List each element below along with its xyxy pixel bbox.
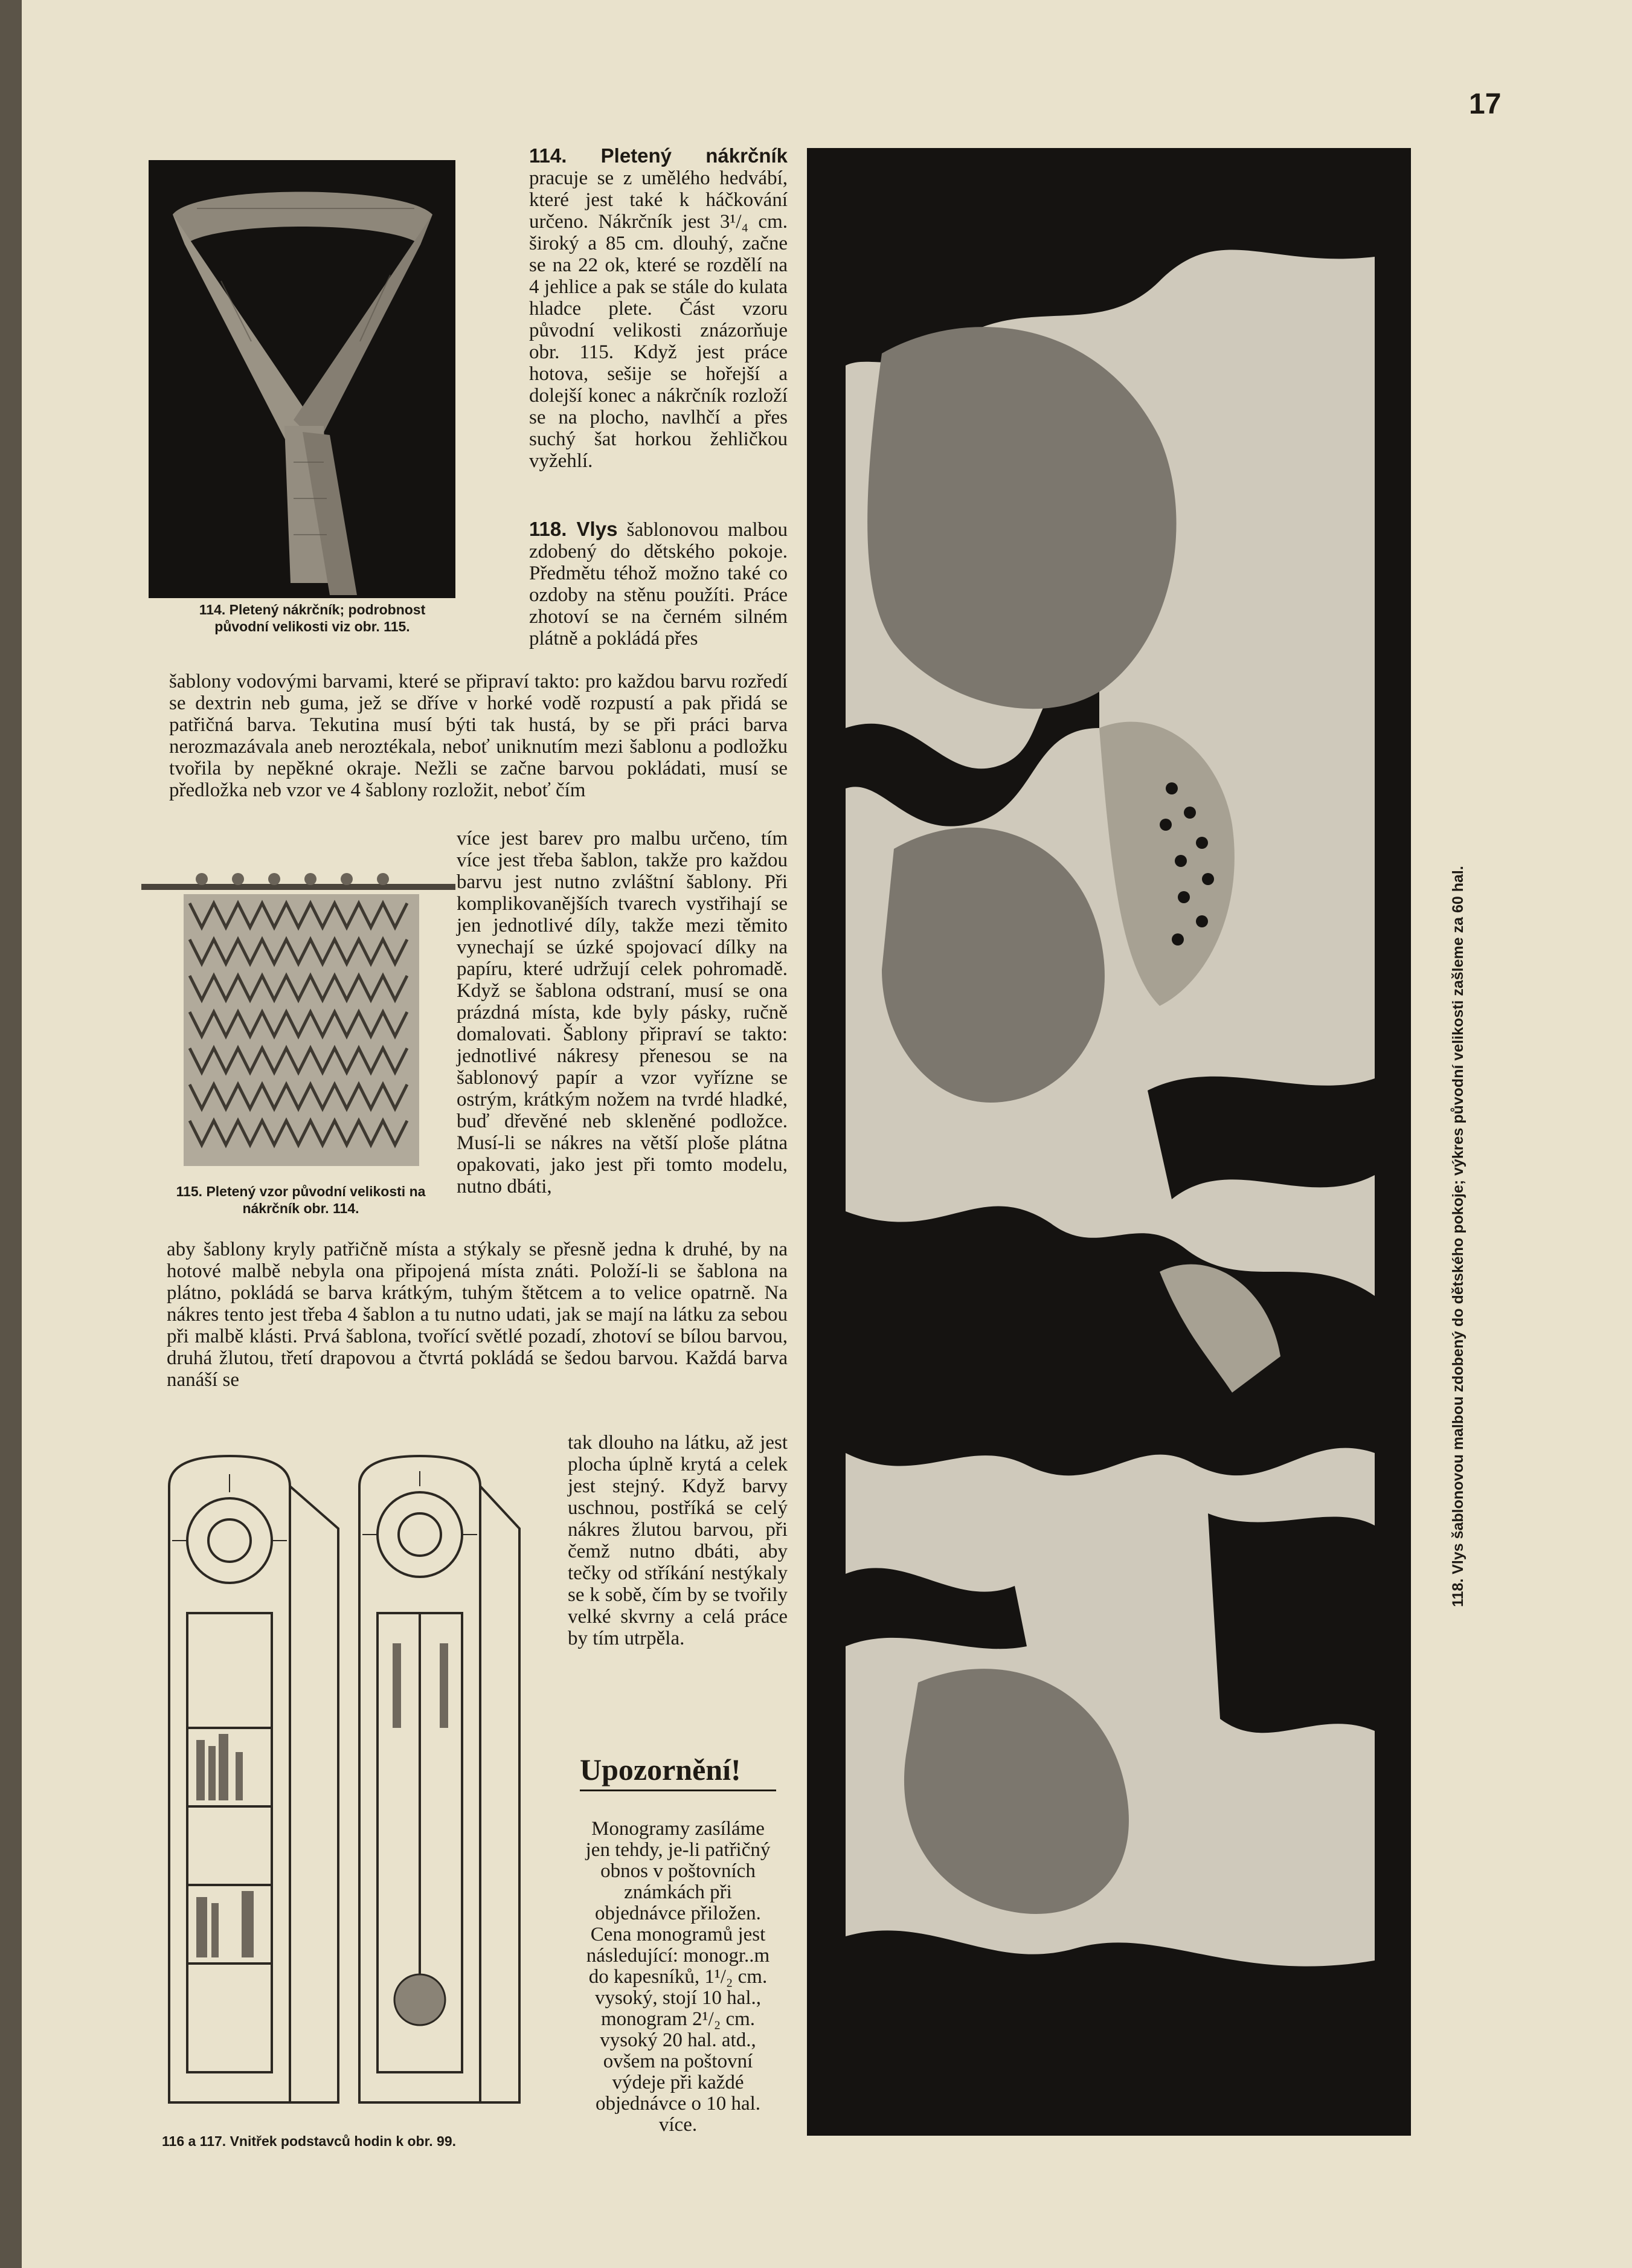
section-118-heading: 118. Vlys xyxy=(529,518,618,540)
notice-title: Upozornění! xyxy=(580,1752,776,1791)
section-114-heading: 114. Pletený nákrčník xyxy=(529,144,788,167)
section-118-paragraph-1: šablonovou malbou zdobený do dětského pokoje. Předmětu téhož možno také co ozdoby na stěnu použíti. Práce zhotoví se na černém silném plátně a pokládá přes xyxy=(529,519,788,649)
fig116-117-caption: 116 a 117. Vnitřek podstavců hodin k obr. 99. xyxy=(162,2133,457,2149)
page-edge xyxy=(0,0,22,2268)
section-118-paragraph-2: šablony vodovými barvami, které se připraví takto: pro každou barvu rozředí se dextrin neb guma, jež se dříve v horké vodě rozpustí a pak přidá se patřičná barva. Tekutina musí býti tak hustá, by se při práci barva nerozmazávala aneb neroztékala, neboť uniknutím mezi šablonu a podložku tvořila by nepěkné okraje. Nežli se začne barvou pokládati, musí se předložka neb vzor ve 4 šablony rozložit, neboť čím xyxy=(169,671,788,801)
section-114-text xyxy=(529,145,788,472)
clock-cabinets-figure xyxy=(151,1450,525,2127)
notice-body: Monogramy zasíláme jen tehdy, je-li patřičný obnos v poštovních známkách při objednávce přiložen. Cena monogramů jest následující: monogr..m do kapesníků, 1¹/₂ cm. vysoký, stojí 10 hal., monogram 2¹/₂ cm. vysoký 20 hal. atd., ovšem na poštovní výdeje při každé objednávce o 10 hal. více. xyxy=(585,1818,771,2136)
knitted-scarf-image xyxy=(149,160,455,598)
fig115-caption: 115. Pletený vzor původní velikosti na nákrčník obr. 114. xyxy=(176,1184,426,1216)
stencil-frieze-figure xyxy=(807,148,1411,2136)
section-118-intro xyxy=(529,518,788,649)
frieze-animals-image xyxy=(846,184,1375,2099)
knit-pattern-image xyxy=(141,861,455,1175)
section-114-body: pracuje se z umělého hedvábí, které jest také k háčkování určeno. Nákrčník jest 3¹/₄ cm. široký a 85 cm. dlouhý, začne se na 22 ok, které se rozdělí na 4 jehlice a pak se stále do kulata hladce plete. Část vzoru původní velikosti znázorňuje obr. 115. Když jest práce hotova, sešije se hořejší a dolejší konec a nákrčník rozloží se na plocho, navlhčí a přes suchý šat horkou žehličkou vyžehlí. xyxy=(529,167,788,472)
section-118-paragraph-3: více jest barev pro malbu určeno, tím více jest třeba šablon, takže pro každou barvu jest nutno zvláštní šablony. Při komplikovanějších tvarech vystřihají se jen jednotlivé díly, takže mezi těmito vynechají se úzké spojovací dílky na papíru, které udržují celek pohromadě. Když se šablona odstraní, musí se ona prázdná místa, kde byly pásky, ručně domalovati. Šablony připraví se takto: jednotlivé nákresy přenesou se na šablonový papír a vzor vyřízne se ostrým, krátkým nožem na tvrdé hladké, buď dřevěné neb skleněné podložce. Musí-li se nákres na větší ploše plátna opakovati, jako jest při tomto modelu, nutno dbáti, xyxy=(457,828,788,1197)
section-118-paragraph-4: aby šablony kryly patřičně místa a stýkaly se přesně jedna k druhé, by na hotové malbě nebyla ona připojená místa znáti. Položí-li se šablona na plátno, pokládá se barva krátkým, tuhým štětcem a to velice opatrně. Na nákres tento jest třeba 4 šablon a tu nutno udati, jak se mají na látku za sebou při malbě klásti. Prvá šablona, tvořící světlé pozadí, zhotoví se bílou barvou, druhá žlutou, třetí drapovou a čtvrtá pokládá se šedou barvou. Každá barva nanáší se xyxy=(167,1239,788,1391)
knit-pattern-figure xyxy=(141,861,455,1175)
clock-cabinets-image xyxy=(151,1450,525,2127)
fig118-caption: 118. Vlys šablonovou malbou zdobený do dětského pokoje; výkres původní velikosti zašleme za 60 hal. xyxy=(1450,866,1467,1607)
section-118-paragraph-5: tak dlouho na látku, až jest plocha úplně krytá a celek jest stejný. Když barvy uschnou, postříká se celý nákres žlutou barvou, při čemž nutno dbáti, aby tečky od stříkání nestýkaly se k sobě, čím by se tvořily velké skvrny a celá práce by tím utrpěla. xyxy=(568,1432,788,1649)
scarf-photo-figure xyxy=(149,160,455,598)
fig114-caption: 114. Pletený nákrčník; podrobnost původní velikosti viz obr. 115. xyxy=(199,602,426,634)
page-number: 17 xyxy=(1469,88,1502,120)
